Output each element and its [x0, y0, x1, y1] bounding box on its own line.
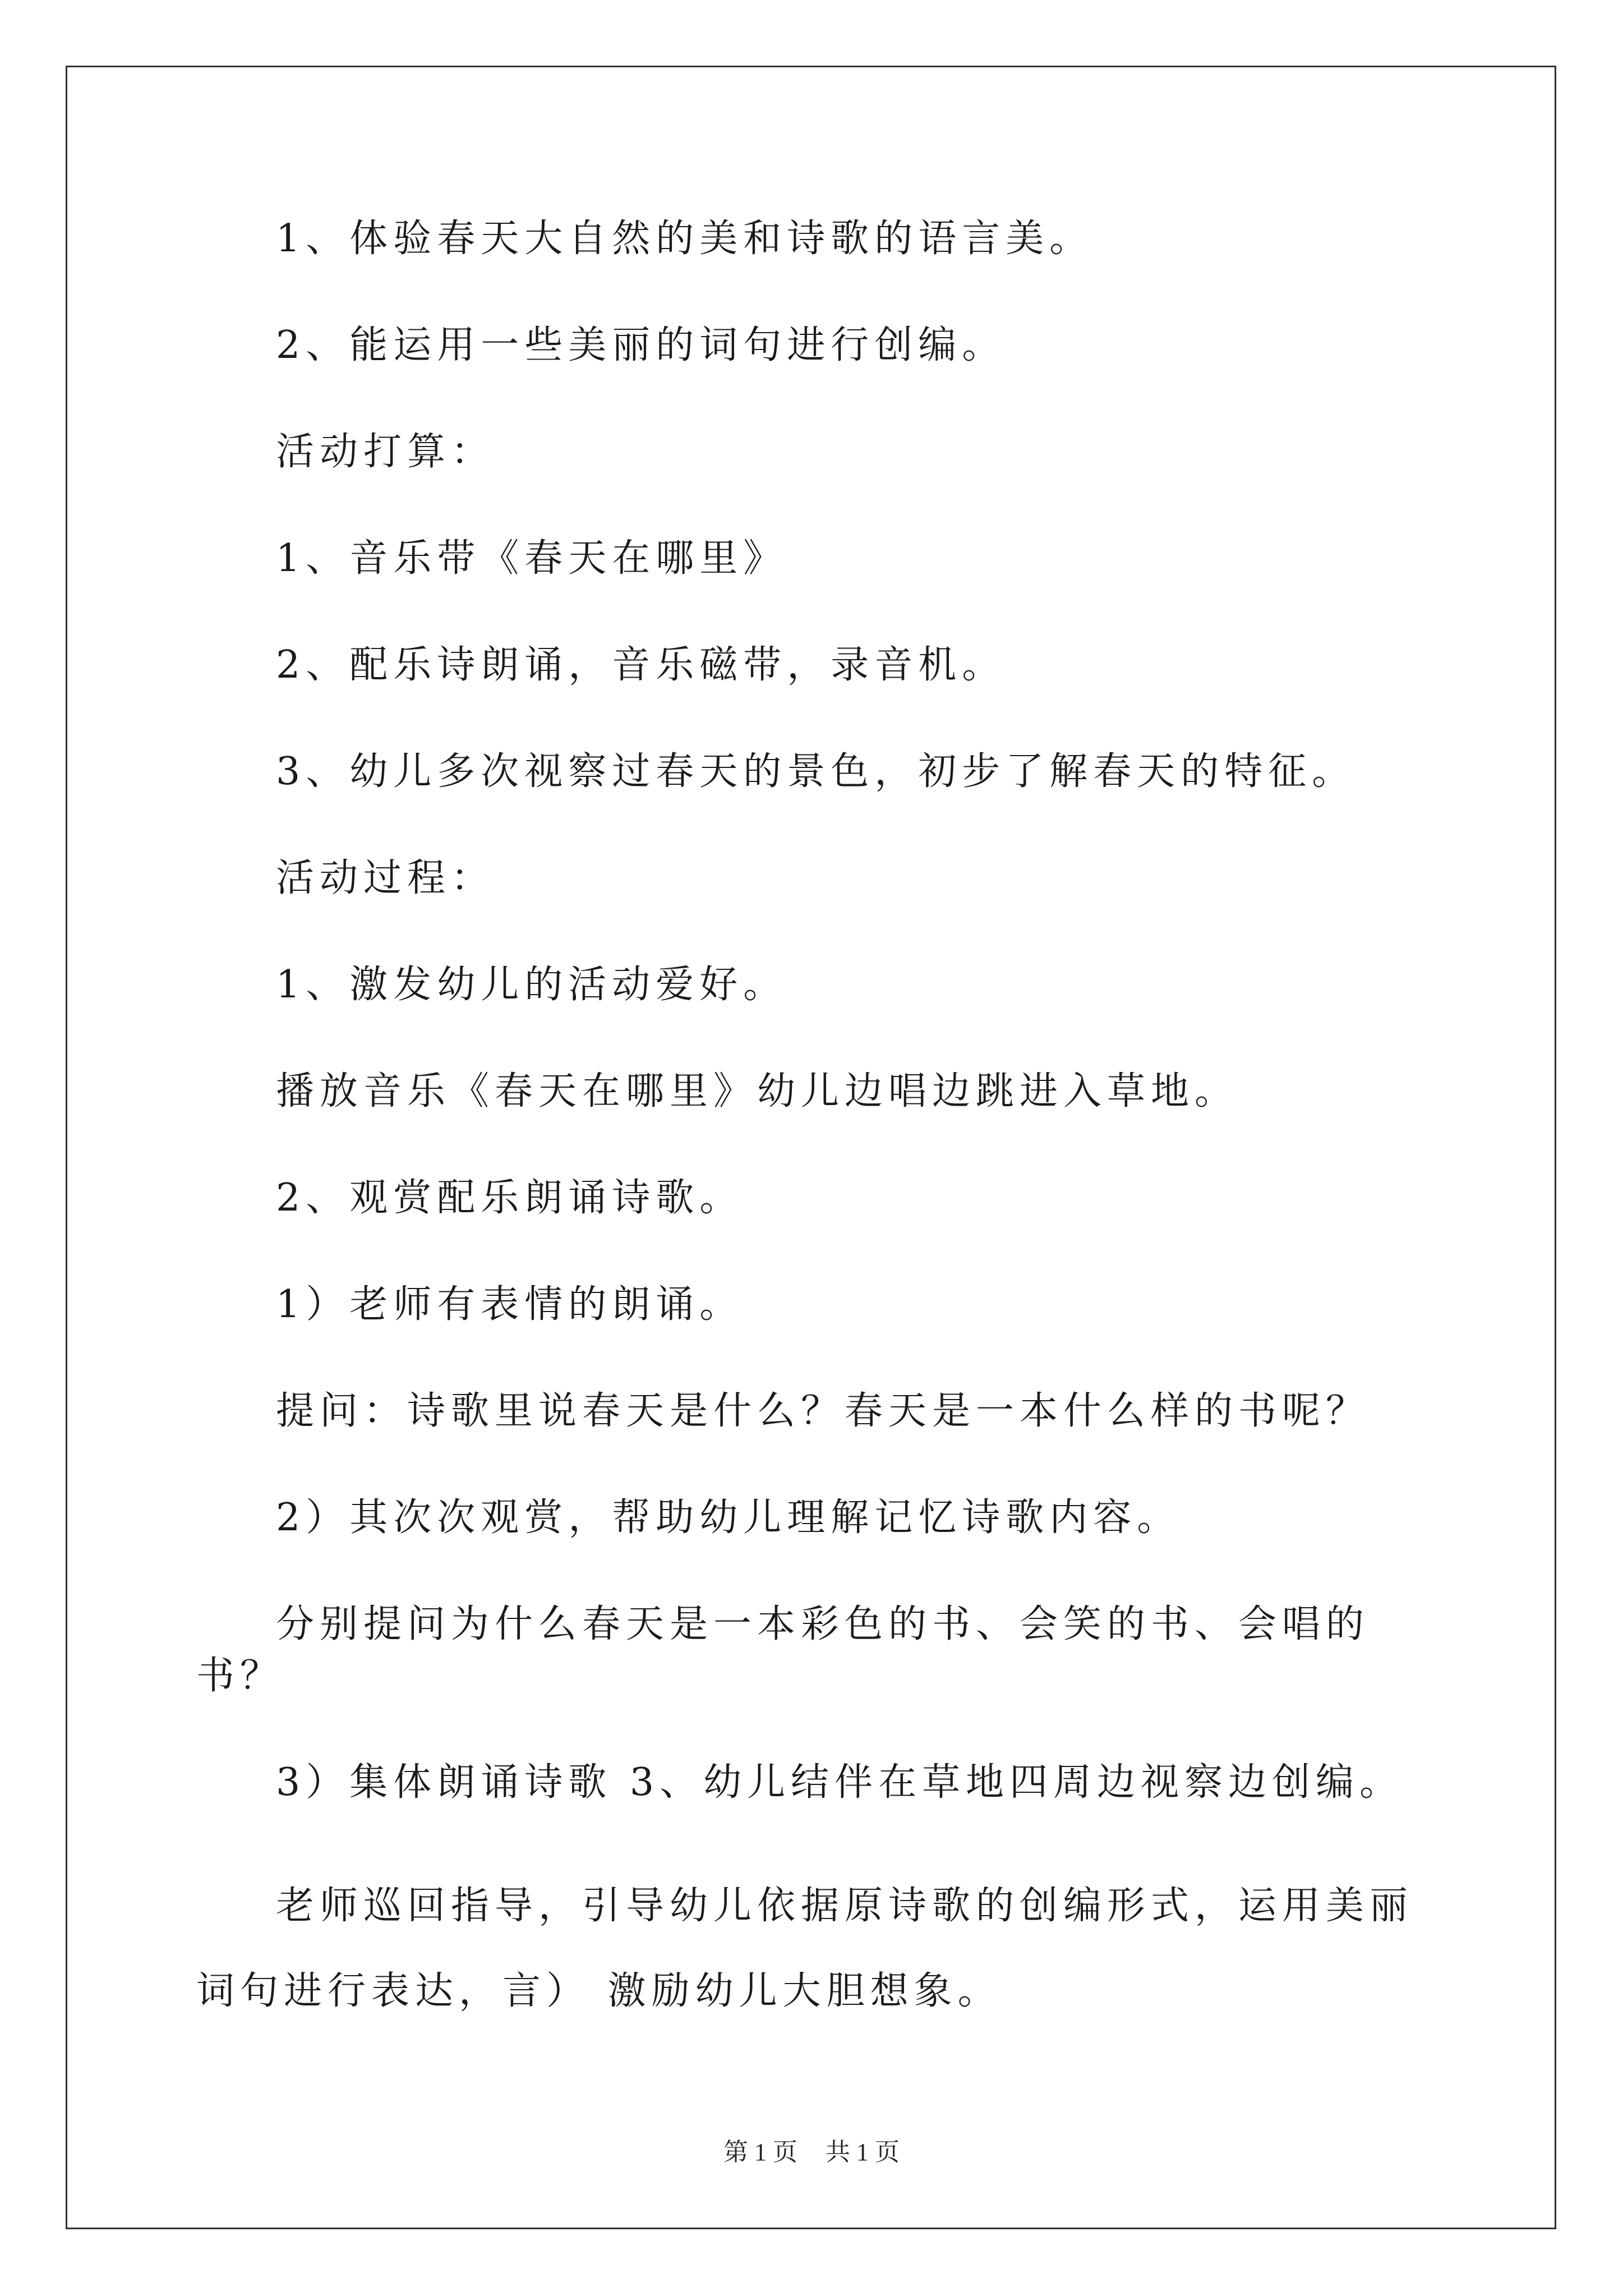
paragraph: 3）集体朗诵诗歌 3、幼儿结伴在草地四周边视察边创编。 — [276, 1760, 1404, 1805]
paragraph: 2、配乐诗朗诵，音乐磁带，录音机。 — [276, 643, 1006, 687]
page-footer — [0, 2132, 1623, 2168]
paragraph: 老师巡回指导，引导幼儿依据原诗歌的创编形式，运用美丽词句进行表达，言） 激励幼儿大胆想象。 — [196, 1884, 1414, 2013]
paragraph: 1、音乐带《春天在哪里》 — [276, 536, 787, 581]
paragraph: 2、观赏配乐朗诵诗歌。 — [276, 1176, 744, 1220]
paragraph: 1、激发幼儿的活动爱好。 — [276, 963, 787, 1007]
paragraph: 2）其次次观赏，帮助幼儿理解记忆诗歌内容。 — [276, 1496, 1181, 1540]
document-body — [196, 213, 1441, 2034]
section-heading: 活动过程： — [276, 856, 495, 900]
page-number: 第 1 页 — [723, 2138, 797, 2166]
page-total: 共 1 页 — [826, 2138, 900, 2166]
paragraph: 分别提问为什么春天是一本彩色的书、会笑的书、会唱的书？ — [196, 1602, 1370, 1698]
paragraph: 3、幼儿多次视察过春天的景色，初步了解春天的特征。 — [276, 749, 1356, 794]
section-heading: 活动打算： — [276, 430, 495, 474]
paragraph: 1）老师有表情的朗诵。 — [276, 1282, 744, 1327]
paragraph: 1、体验春天大自然的美和诗歌的语言美。 — [276, 217, 1094, 261]
paragraph: 提问：诗歌里说春天是什么？春天是一本什么样的书呢？ — [276, 1389, 1370, 1433]
paragraph: 播放音乐《春天在哪里》幼儿边唱边跳进入草地。 — [276, 1069, 1239, 1114]
paragraph: 2、能运用一些美丽的词句进行创编。 — [276, 323, 1006, 367]
